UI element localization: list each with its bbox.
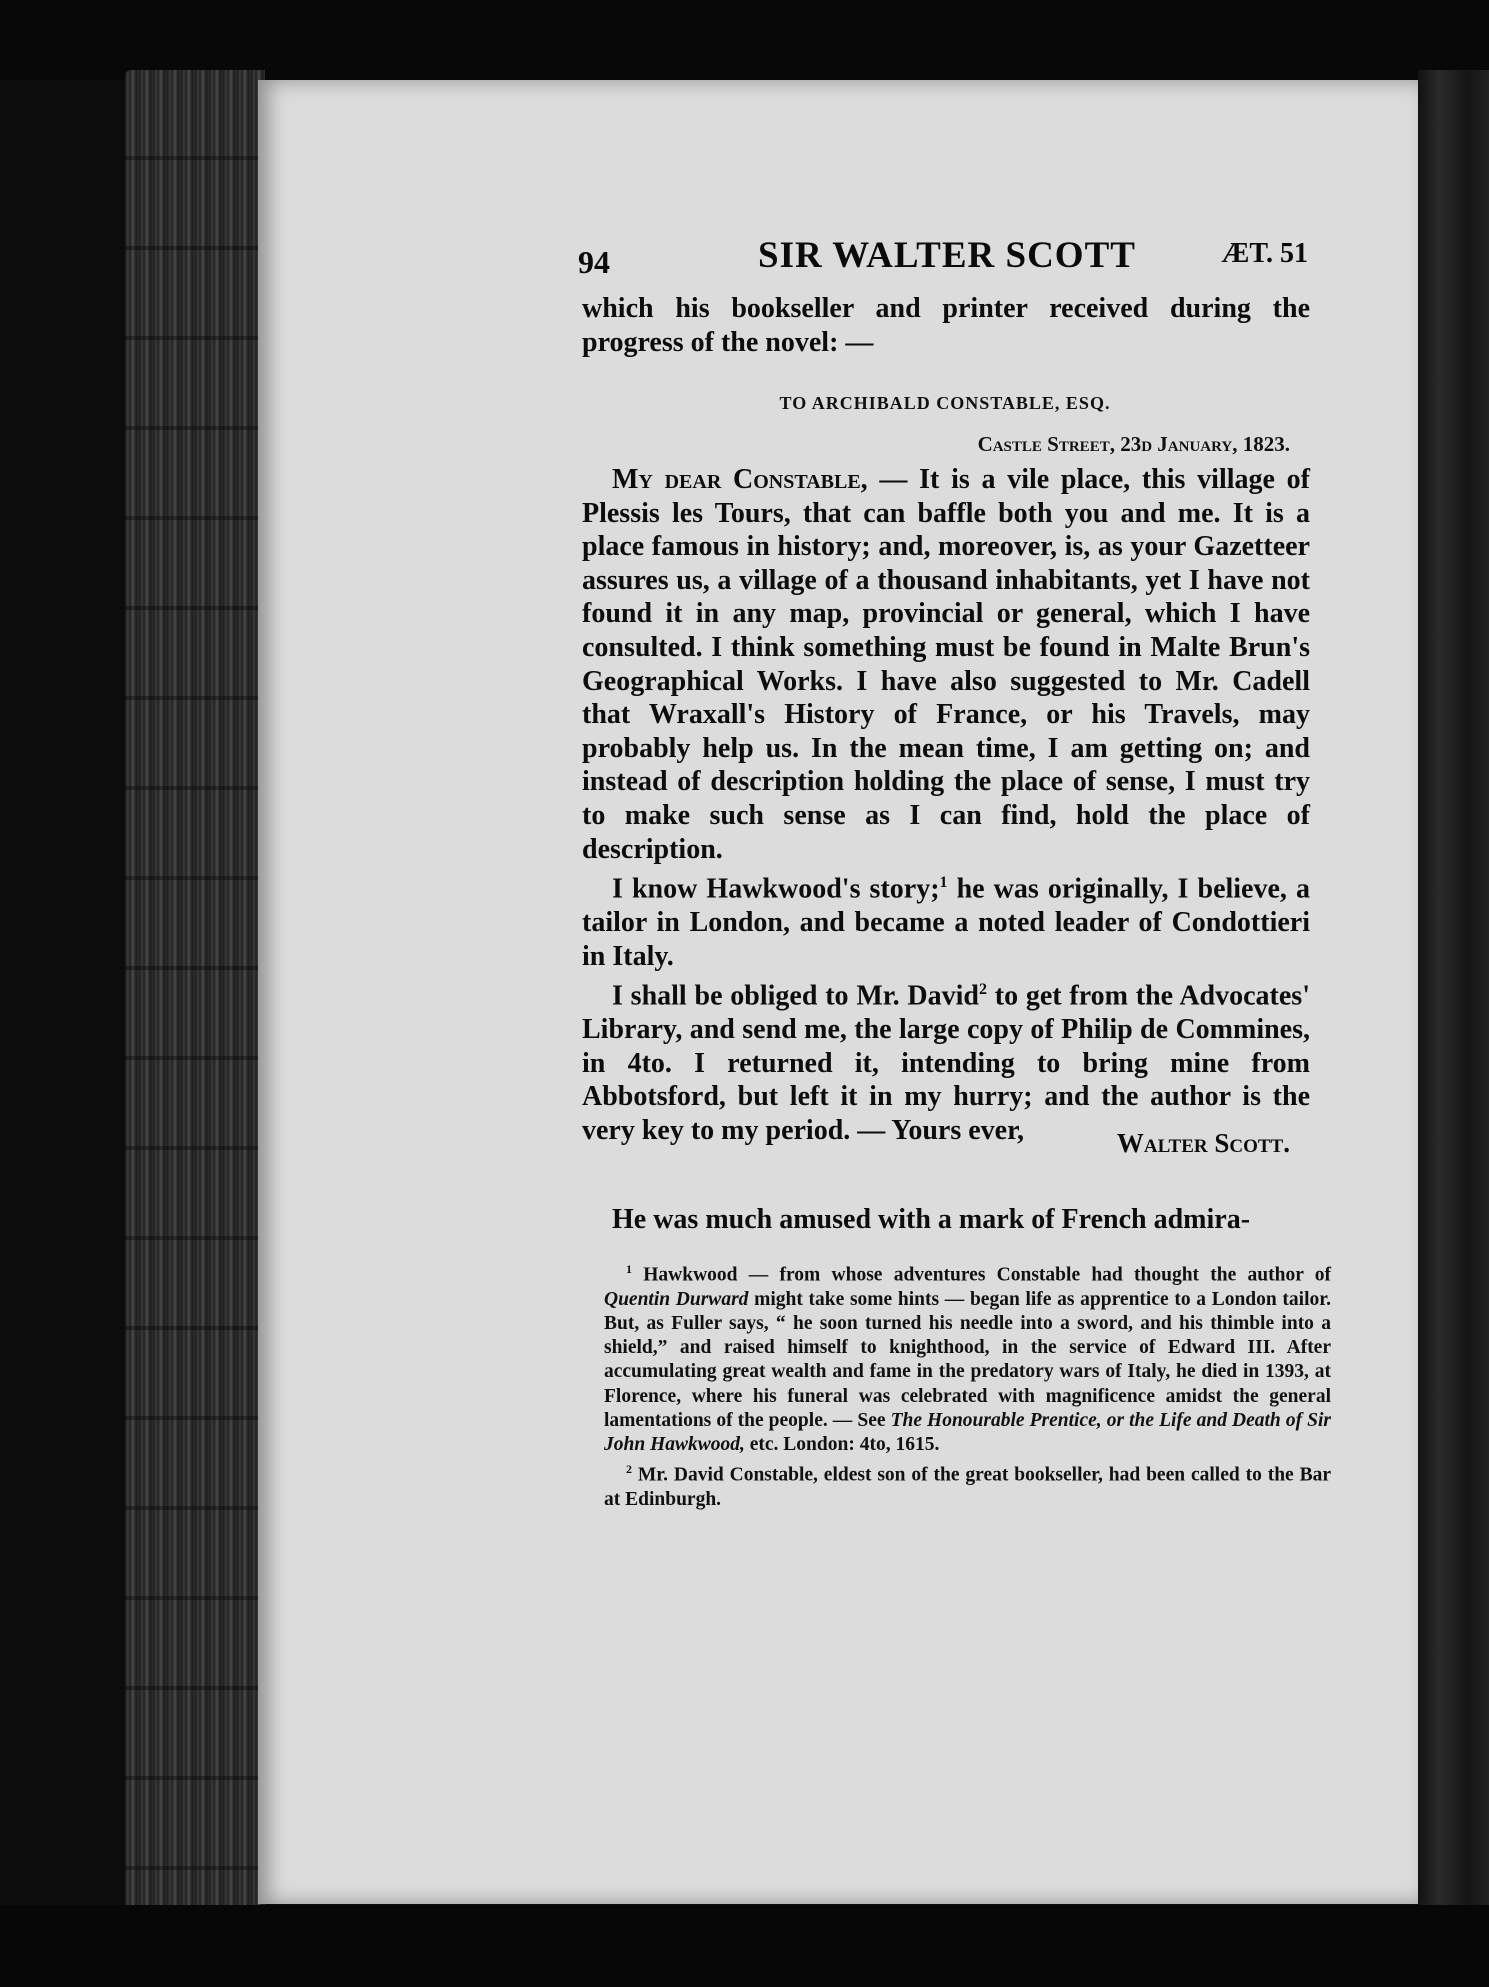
salutation: My dear Constable, [612,464,868,495]
footnote [604,1257,1331,1457]
letter-paragraph [582,866,1310,973]
letter-address: TO ARCHIBALD CONSTABLE, ESQ. [779,393,1111,413]
letter-signature: Walter Scott. [1116,1128,1290,1158]
footnote-text: Hawkwood — from whose adventures Constable had thought the author of [632,1264,1331,1286]
footnotes [604,1257,1331,1512]
paragraph-text: — It is a vile place, this village of Plessis les Tours, that can baffle both you and me. It is a place famous in history; and, moreover, is, as your Gazetteer assures us, a village of a thousand inhabitants, yet I have not found it in any map, provincial or general, which I have consulted. I think something must be found in Malte Brun's Geographical Works. I have also suggested to Mr. Cadell that Wraxall's History of France, or his Travels, may probably help us. In the mean time, I am getting on; and instead of description holding the place of sense, I must try to make such sense as I can find, hold the place of description. [582,464,1310,865]
letter-paragraph [582,973,1310,1147]
paragraph-text: I know Hawkwood's story; [612,873,940,905]
facing-page-edge [1418,70,1489,1910]
paragraph-text: I shall be obliged to Mr. David [612,980,979,1012]
book-page-edges [125,70,265,1910]
closing-line: He was much amused with a mark of French admira- [612,1204,1251,1235]
footnote-title: Quentin Durward [604,1288,749,1310]
footnote [604,1457,1331,1512]
footnote-text: Mr. David Constable, eldest son of the great bookseller, had been called to the Bar at Edinburgh. [604,1464,1331,1510]
intro-paragraph: which his bookseller and printer received during the progress of the novel: — [582,293,1310,358]
age-marker: ÆT. 51 [1221,238,1308,269]
letter-body [582,463,1310,1148]
paragraph-text: he was originally, I believe, a tailor in London, and became a noted leader of Condottieri in Italy. [582,873,1310,972]
footnote-text: etc. London: 4to, 1615. [744,1433,940,1455]
letter-paragraph [582,463,1310,866]
footnote-marker: 1 [626,1262,632,1276]
running-header [578,235,1308,298]
footnote-marker: 2 [626,1462,632,1477]
footnote-text: might take some hints — began life as apprentice to a London tailor. But, as Fuller says, “ he soon turned his needle into a sword, and his thimble into a shield,” and raised himself to knighthood, in the service of Edward III. After accumulating great wealth and fame in the predatory wars of Italy, he died in 1393, at Florence, where his funeral was celebrated with magnificence amidst the general lamentations of the people. — See [604,1288,1331,1431]
paragraph-text: to get from the Advocates' Library, and send me, the large copy of Philip de Commines, in 4to. I returned it, intending to bring mine from Abbotsford, but left it in my hurry; and the author is the very key to my period. — Yours ever, [582,980,1310,1146]
footnote-ref: 2 [978,981,987,999]
running-title: SIR WALTER SCOTT [758,235,1136,276]
page-number: 94 [578,244,610,280]
footnote-title: The Honourable Prentice, or the Life and Death of Sir John Hawkwood, [604,1409,1331,1455]
footnote-ref: 1 [939,874,948,892]
scan-background-top [0,0,1489,80]
scan-background-bottom [0,1905,1489,1987]
letter-dateline: Castle Street, 23d January, 1823. [977,432,1290,456]
